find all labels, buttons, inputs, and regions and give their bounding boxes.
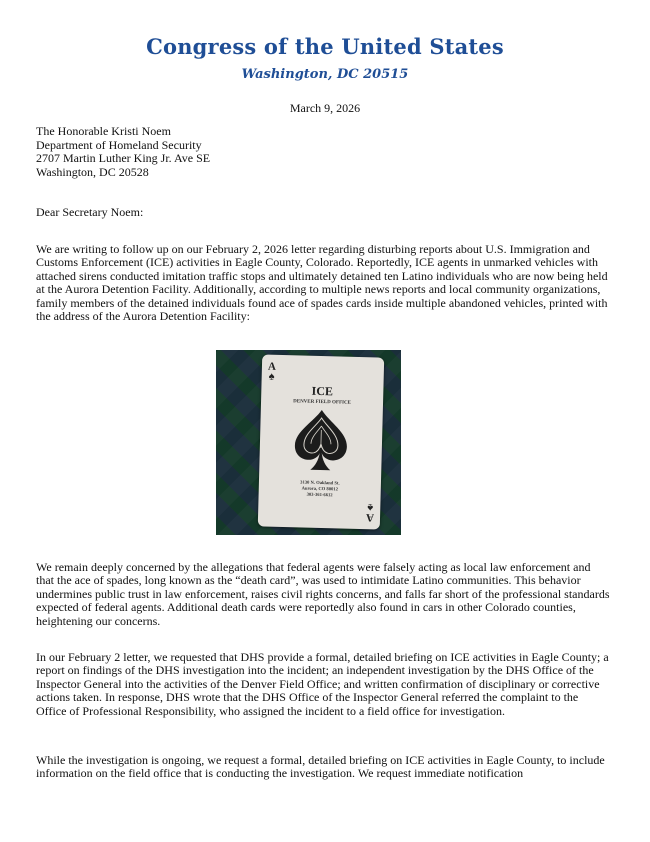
recipient-department: Department of Homeland Security <box>36 137 202 152</box>
card-address-city: Aurora, CO 80012 <box>301 485 338 492</box>
card-subtitle: DENVER FIELD OFFICE <box>293 399 351 406</box>
playing-card <box>258 354 384 529</box>
letter-date: March 9, 2026 <box>289 101 361 115</box>
recipient-city: Washington, DC 20528 <box>36 164 149 179</box>
card-rank-top: A <box>267 360 277 373</box>
ace-of-spades-card-photo <box>216 350 401 535</box>
card-corner-bottom <box>366 502 374 522</box>
spade-icon <box>290 407 352 475</box>
paragraph-4: While the investigation is ongoing, we request a formal, detailed briefing on ICE activities in Eagle County, to include information on the field office that is conducting the investigation. We request immediate notification <box>36 753 605 781</box>
card-address <box>259 478 381 499</box>
letterhead-title: Congress of the United States <box>146 34 504 59</box>
recipient-address <box>36 125 210 179</box>
card-address-street: 3130 N. Oakland St. <box>300 479 340 486</box>
paragraph-2: We remain deeply concerned by the allegations that federal agents were falsely acting as local law enforcement and that the ace of spades, long known as the “death card”, was used to intimidate Latino communities. This behavior undermines public trust in law enforcement, raises civil rights concerns, and falls far short of the professional standards expected of federal agents. Additional death cards were reportedly also found in cars in other Colorado counties, heightening our concerns. <box>36 560 610 628</box>
spade-small-icon: ♠ <box>367 501 374 514</box>
card-phone: 303-361-6612 <box>306 491 333 498</box>
spade-small-icon: ♠ <box>268 370 275 383</box>
letterhead-location: Washington, DC 20515 <box>241 67 409 82</box>
paragraph-3: In our February 2 letter, we requested that DHS provide a formal, detailed briefing on ICE activities in Eagle County; a report on findings of the DHS investigation into the incident; an independent investigation by the DHS Office of the Inspector General into the activities of the Denver Field Office; and written confirmation of disciplinary or corrective actions taken. In response, DHS wrote that the DHS Office of the Inspector General referred the complaint to the Office of Professional Responsibility, who assigned the incident to a field office for investigation. <box>36 650 609 718</box>
salutation: Dear Secretary Noem: <box>36 205 144 219</box>
recipient-street: 2707 Martin Luther King Jr. Ave SE <box>36 151 211 166</box>
card-rank-bottom: A <box>365 511 375 524</box>
paragraph-1: We are writing to follow up on our February 2, 2026 letter regarding disturbing reports about U.S. Immigration and Customs Enforcement (ICE) activities in Eagle County, Colorado. Reportedly, ICE agents in unmarked vehicles with attached sirens conducted imitation traffic stops and ultimately detained ten Latino individuals who are now being held at the Aurora Detention Facility. Additionally, according to multiple news reports and local community organizations, family members of the detained individuals found ace of spades cards inside multiple abandoned vehicles, printed with the address of the Aurora Detention Facility: <box>36 242 608 324</box>
recipient-name: The Honorable Kristi Noem <box>36 124 171 138</box>
card-title: ICE <box>311 383 334 399</box>
card-corner-top <box>268 362 276 382</box>
